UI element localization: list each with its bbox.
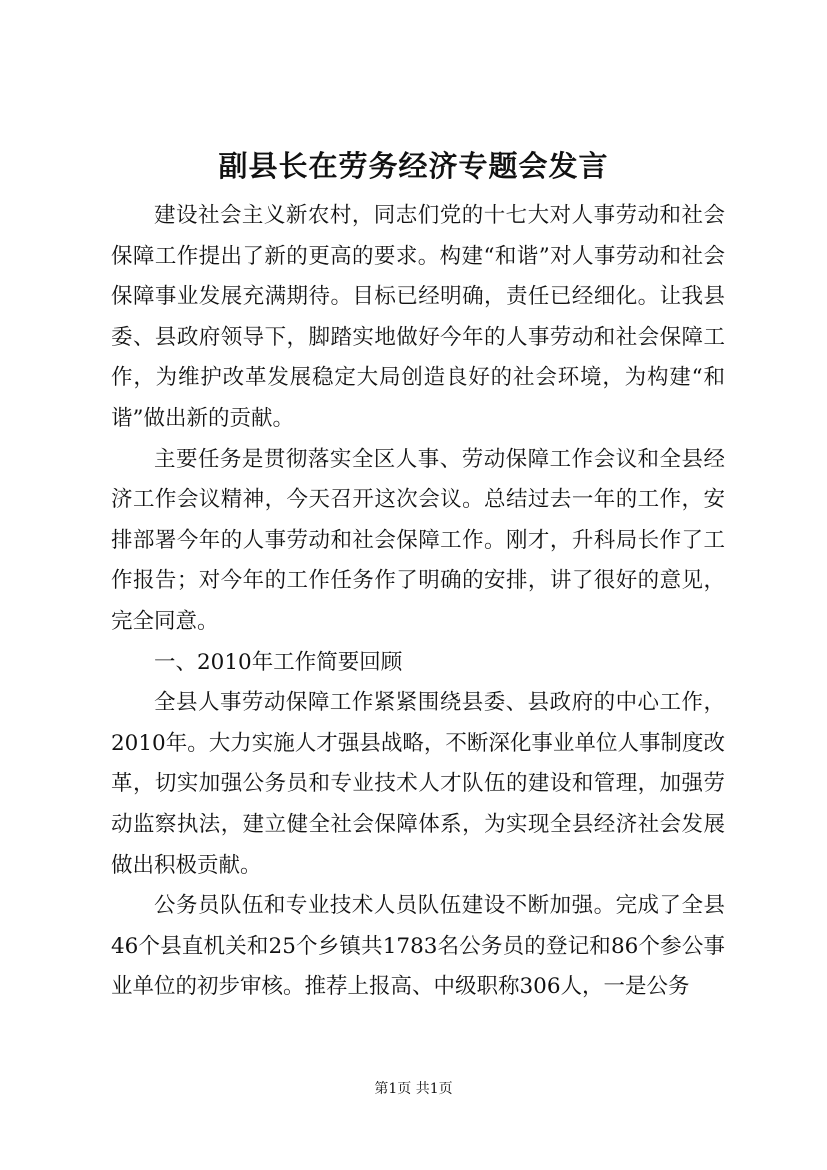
section-heading: 一、2010年工作简要回顾 <box>154 649 403 675</box>
page-footer: 第1页 共1页 <box>374 1081 453 1097</box>
paragraph-review: 全县人事劳动保障工作紧紧围绕县委、县政府的中心工作，2010年。大力实施人才强县战略，不断深化事业单位人事制度改革，切实加强公务员和专业技术人才队伍的建设和管理，加强劳动监察执法，建立健全社会保障体系，为实现全县经济社会发展做出积极贡献。 <box>111 690 725 878</box>
paragraph-intro: 建设社会主义新农村，同志们党的十七大对人事劳动和社会保障工作提出了新的更高的要求。构建“和谐”对人事劳动和社会保障事业发展充满期待。目标已经明确，责任已经细化。让我县委、县政府领导下，脚踏实地做好今年的人事劳动和社会保障工作，为维护改革发展稳定大局创造良好的社会环境，为构建“和谐”做出新的贡献。 <box>111 203 725 431</box>
document-title: 副县长在劳务经济专题会发言 <box>218 149 609 183</box>
paragraph-civil-servants: 公务员队伍和专业技术人员队伍建设不断加强。完成了全县46个县直机关和25个乡镇共1783名公务员的登记和86个参公事业单位的初步审核。推荐上报高、中级职称306人，一是公务 <box>111 893 725 1000</box>
document-body <box>111 196 725 1008</box>
paragraph-main-task: 主要任务是贯彻落实全区人事、劳动保障工作会议和全县经济工作会议精神，今天召开这次会议。总结过去一年的工作，安排部署今年的人事劳动和社会保障工作。刚才，升科局长作了工作报告；对今年的工作任务作了明确的安排，讲了很好的意见，完全同意。 <box>111 446 725 634</box>
